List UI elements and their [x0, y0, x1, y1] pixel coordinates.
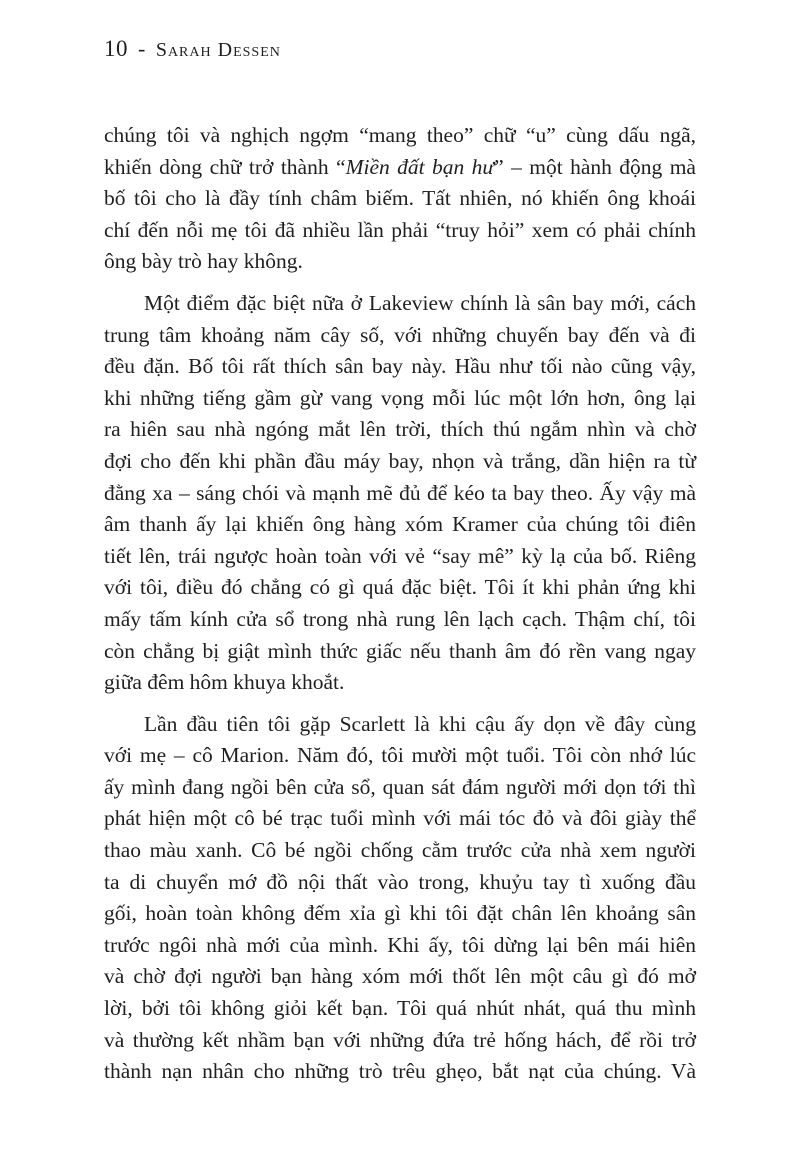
text-line: và thường kết nhầm bạn với những đứa trẻ hống hách, để rồi trở [104, 1027, 696, 1052]
italic-title: Miền đất bạn hư [345, 154, 495, 179]
text-line: ra hiên sau nhà ngóng mắt lên trời, thích thú ngắm nhìn và chờ [104, 417, 696, 442]
paragraph-1 [104, 120, 696, 278]
paragraph-3 [104, 709, 696, 1088]
page-number: 10 [104, 36, 128, 61]
author-name: Sarah Dessen [155, 39, 281, 61]
text-line: đợi cho đến khi phần đầu máy bay, nhọn và trắng, dần hiện ra từ [104, 448, 696, 473]
paragraph-2 [104, 288, 696, 699]
text-line: khi những tiếng gầm gừ vang vọng mỗi lúc một lớn hơn, ông lại [104, 385, 696, 410]
text-line: ông bày trò hay không. [104, 249, 303, 274]
text-line: ta di chuyển mớ đồ nội thất vào trong, khuỷu tay tì xuống đầu [104, 869, 696, 894]
header-separator: - [138, 36, 146, 61]
text-line: giữa đêm hôm khuya khoắt. [104, 670, 345, 695]
text-line: trước ngôi nhà mới của mình. Khi ấy, tôi dừng lại bên mái hiên [104, 932, 696, 957]
text-line: với mẹ – cô Marion. Năm đó, tôi mười một tuổi. Tôi còn nhớ lúc [104, 743, 696, 768]
text-line: đằng xa – sáng chói và mạnh mẽ đủ để kéo ta bay theo. Ấy vậy mà [104, 480, 696, 505]
running-header [104, 36, 281, 62]
text-line: chúng tôi và nghịch ngợm “mang theo” chữ “u” cùng dấu ngã, [104, 123, 696, 147]
text-line: đều đặn. Bố tôi rất thích sân bay này. Hầu như tối nào cũng vậy, [104, 354, 696, 379]
text-line: thành nạn nhân cho những trò trêu ghẹo, bắt nạt của chúng. Và [104, 1059, 696, 1084]
text-line: thao màu xanh. Cô bé ngồi chống cằm trước cửa nhà xem người [104, 838, 696, 863]
text-line: Một điểm đặc biệt nữa ở Lakeview chính là sân bay mới, cách [144, 290, 696, 315]
text-line: Lần đầu tiên tôi gặp Scarlett là khi cậu ấy dọn về đây cùng [144, 711, 696, 736]
text-line: còn chẳng bị giật mình thức giấc nếu thanh âm đó rền vang ngay [104, 638, 696, 663]
text-line: phát hiện một cô bé trạc tuổi mình với mái tóc đỏ và đôi giày thể [104, 806, 696, 831]
text-line: chí đến nỗi mẹ tôi đã nhiều lần phải “truy hỏi” xem có phải chính [104, 217, 696, 242]
body-text [104, 120, 696, 1088]
text-line: và chờ đợi người bạn hàng xóm mới thốt lên một câu gì đó mở [104, 964, 696, 989]
text-line: với tôi, điều đó chẳng có gì quá đặc biệt. Tôi ít khi phản ứng khi [104, 575, 696, 600]
text-line: tiết lên, trái ngược hoàn toàn với vẻ “say mê” kỳ lạ của bố. Riêng [104, 543, 696, 568]
text-line: ấy mình đang ngồi bên cửa sổ, quan sát đám người mới dọn tới thì [104, 774, 696, 799]
text-line: bố tôi cho là đầy tính châm biếm. Tất nhiên, nó khiến ông khoái [104, 186, 696, 211]
text-line: gối, hoàn toàn không đếm xỉa gì khi tôi đặt chân lên khoảng sân [104, 901, 696, 926]
text-line: lời, bởi tôi không giỏi kết bạn. Tôi quá nhút nhát, quá thu mình [104, 996, 696, 1021]
text-line: âm thanh ấy lại khiến ông hàng xóm Kramer của chúng tôi điên [104, 512, 696, 537]
text-line: trung tâm khoảng năm cây số, với những chuyến bay đến và đi [104, 322, 696, 347]
text-line-with-italic-title: khiến dòng chữ trở thành “Miền đất bạn hư” – một hành động mà [104, 154, 696, 179]
text-line: mấy tấm kính cửa sổ trong nhà rung lên lạch cạch. Thậm chí, tôi [104, 606, 696, 631]
